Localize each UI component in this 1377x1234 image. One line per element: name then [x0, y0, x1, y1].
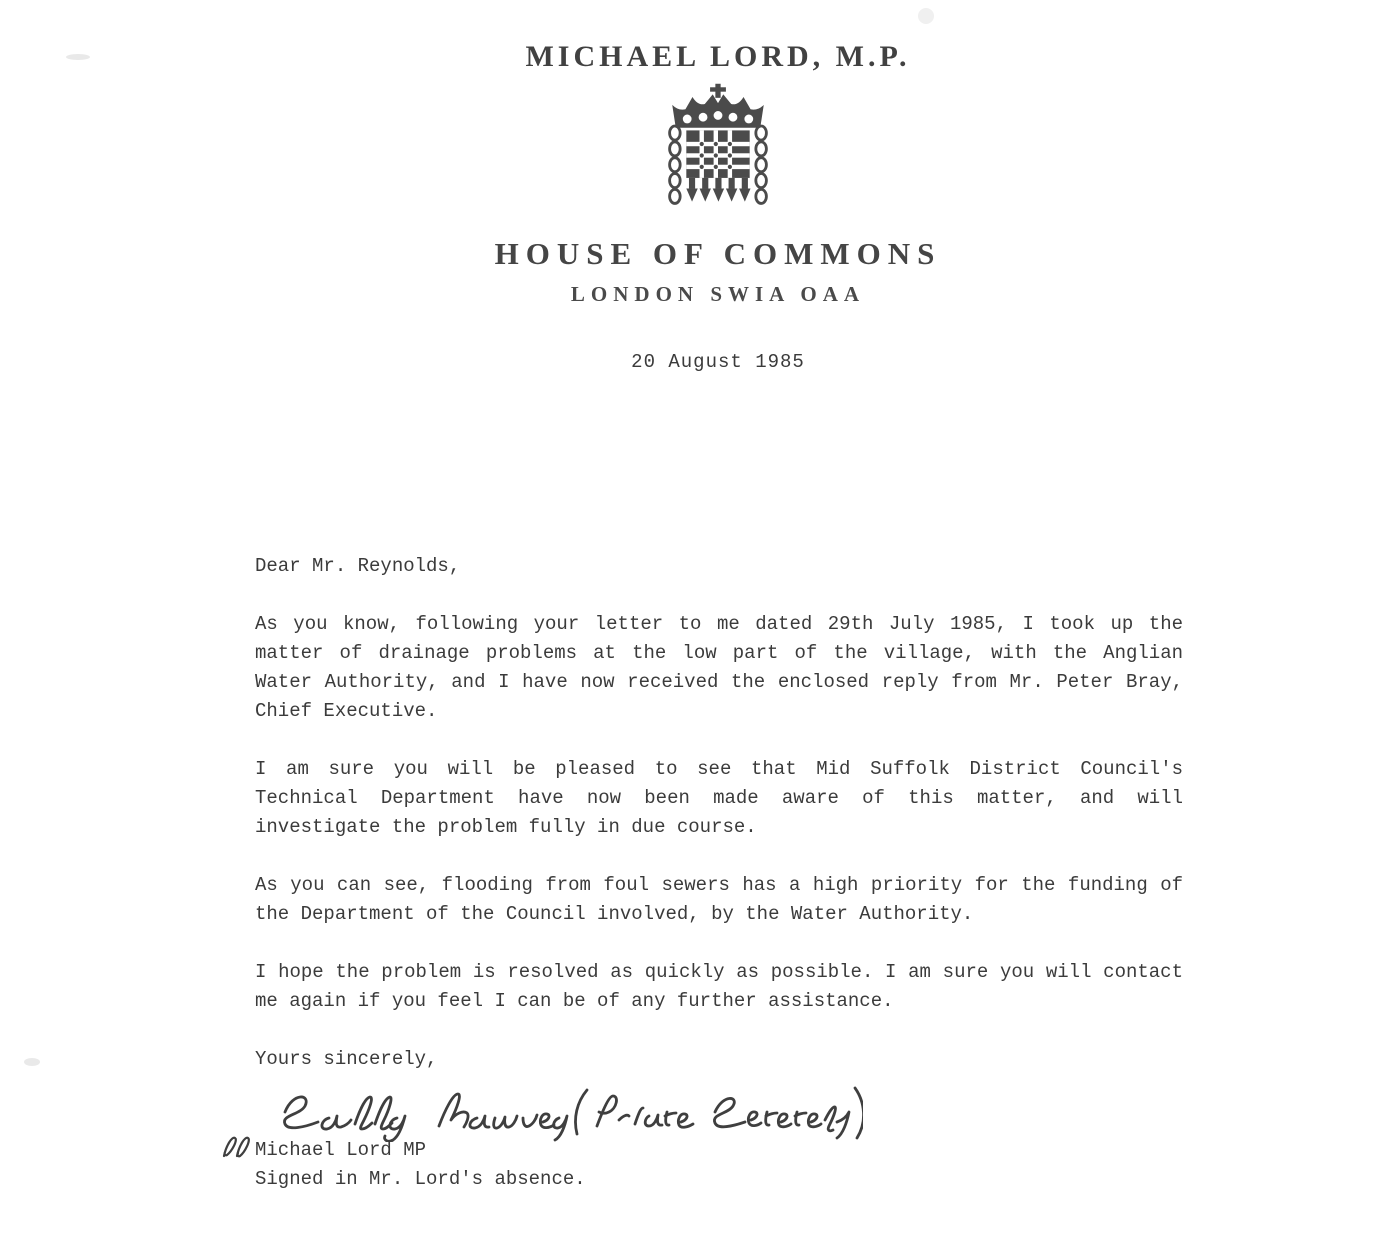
portcullis-crest-icon — [659, 82, 777, 214]
signed-for-name: Michael Lord MP — [255, 1139, 427, 1161]
letter-date: 20 August 1985 — [631, 351, 805, 373]
handwritten-signature — [263, 1080, 863, 1142]
paragraph-1: As you know, following your letter to me dated 29th July 1985, I took up the matter of drainage problems at the low part of the village, with the Anglian Water Authority, and I have now received the enclosed reply from Mr. Peter Bray, Chief Executive. — [255, 613, 1183, 722]
absence-note: Signed in Mr. Lord's absence. — [255, 1168, 586, 1190]
sender-name: MICHAEL LORD, M.P. — [525, 40, 911, 73]
paragraph-4: I hope the problem is resolved as quickly as possible. I am sure you will contact me again if you feel I can be of any further assistance. — [255, 961, 1183, 1012]
signature-block — [255, 1080, 1183, 1194]
salutation: Dear Mr. Reynolds, — [255, 555, 461, 577]
letterhead — [59, 40, 1377, 373]
pp-line — [255, 1136, 1183, 1165]
pp-handwritten-mark — [219, 1130, 253, 1164]
paragraph-2: I am sure you will be pleased to see that Mid Suffolk District Council's Technical Department have now been made aware of this matter, and will investigate the problem fully in due course. — [255, 758, 1183, 838]
institution-address: LONDON SWIA OAA — [570, 282, 866, 306]
paragraph-3: As you can see, flooding from foul sewers has a high priority for the funding of the Department of the Council involved, by the Water Authority. — [255, 874, 1183, 925]
scan-artifact — [24, 1058, 40, 1066]
letter-body — [255, 552, 1183, 1194]
scan-artifact — [918, 8, 934, 24]
institution-name: HOUSE OF COMMONS — [494, 236, 942, 271]
closing: Yours sincerely, — [255, 1048, 438, 1070]
